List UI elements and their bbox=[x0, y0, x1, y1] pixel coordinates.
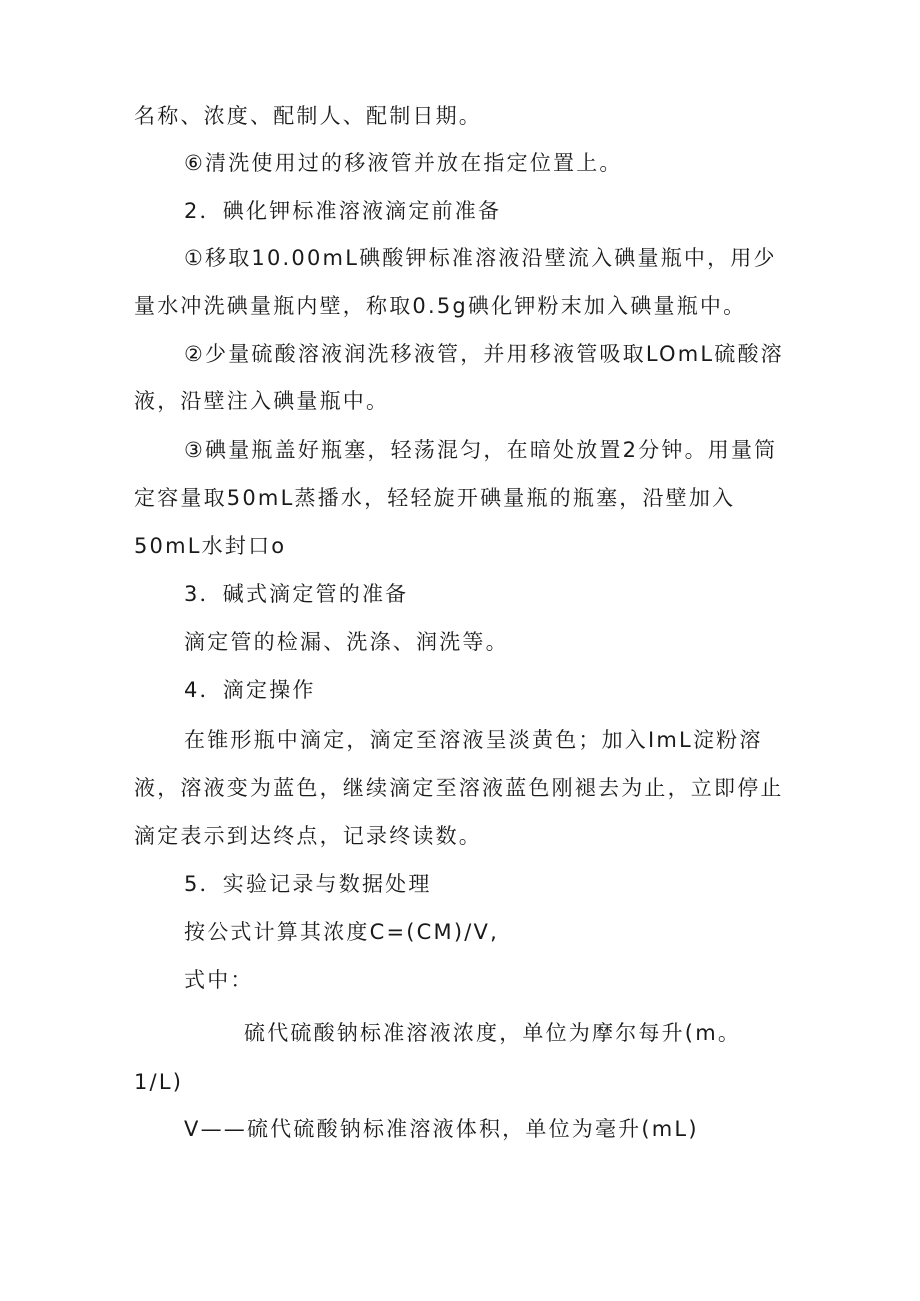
text-line: 滴定表示到达终点，记录终读数。 bbox=[134, 824, 482, 848]
text-line: ③碘量瓶盖好瓶塞，轻荡混匀，在暗处放置2分钟。用量筒 bbox=[184, 438, 778, 462]
text-line: V——硫代硫酸钠标准溶液体积，单位为毫升(mL) bbox=[184, 1117, 699, 1141]
text-line: ①移取10.00mL碘酸钾标准溶液沿壁流入碘量瓶中，用少 bbox=[184, 246, 777, 270]
text-line: 在锥形瓶中滴定，滴定至溶液呈淡黄色；加入ImL淀粉溶 bbox=[184, 728, 763, 752]
section-heading: 2．碘化钾标准溶液滴定前准备 bbox=[184, 199, 502, 223]
text-line: 硫代硫酸钠标准溶液浓度，单位为摩尔每升(m。 bbox=[244, 1021, 742, 1045]
text-line: 液，沿壁注入碘量瓶中。 bbox=[134, 389, 390, 413]
text-line: 量水冲洗碘量瓶内壁，称取0.5g碘化钾粉末加入碘量瓶中。 bbox=[134, 294, 747, 318]
text-line: 50mL水封口o bbox=[134, 534, 287, 558]
text-line: 名称、浓度、配制人、配制日期。 bbox=[134, 104, 482, 128]
text-line: 定容量取50mL蒸播水，轻轻旋开碘量瓶的瓶塞，沿壁加入 bbox=[134, 486, 736, 510]
text-line: ⑥清洗使用过的移液管并放在指定位置上。 bbox=[184, 151, 623, 175]
text-line: 式中： bbox=[184, 968, 254, 992]
section-heading: 5．实验记录与数据处理 bbox=[184, 872, 432, 896]
text-line: 液，溶液变为蓝色，继续滴定至溶液蓝色刚褪去为止，立即停止 bbox=[134, 776, 784, 800]
text-line: ②少量硫酸溶液润洗移液管，并用移液管吸取LOmL硫酸溶 bbox=[184, 342, 784, 366]
section-heading: 4．滴定操作 bbox=[184, 678, 316, 702]
section-heading: 3．碱式滴定管的准备 bbox=[184, 582, 409, 606]
formula-line: 按公式计算其浓度C=(CM)/V, bbox=[184, 920, 499, 944]
text-line: 1/L) bbox=[134, 1070, 184, 1094]
text-line: 滴定管的检漏、洗涤、润洗等。 bbox=[184, 630, 509, 654]
